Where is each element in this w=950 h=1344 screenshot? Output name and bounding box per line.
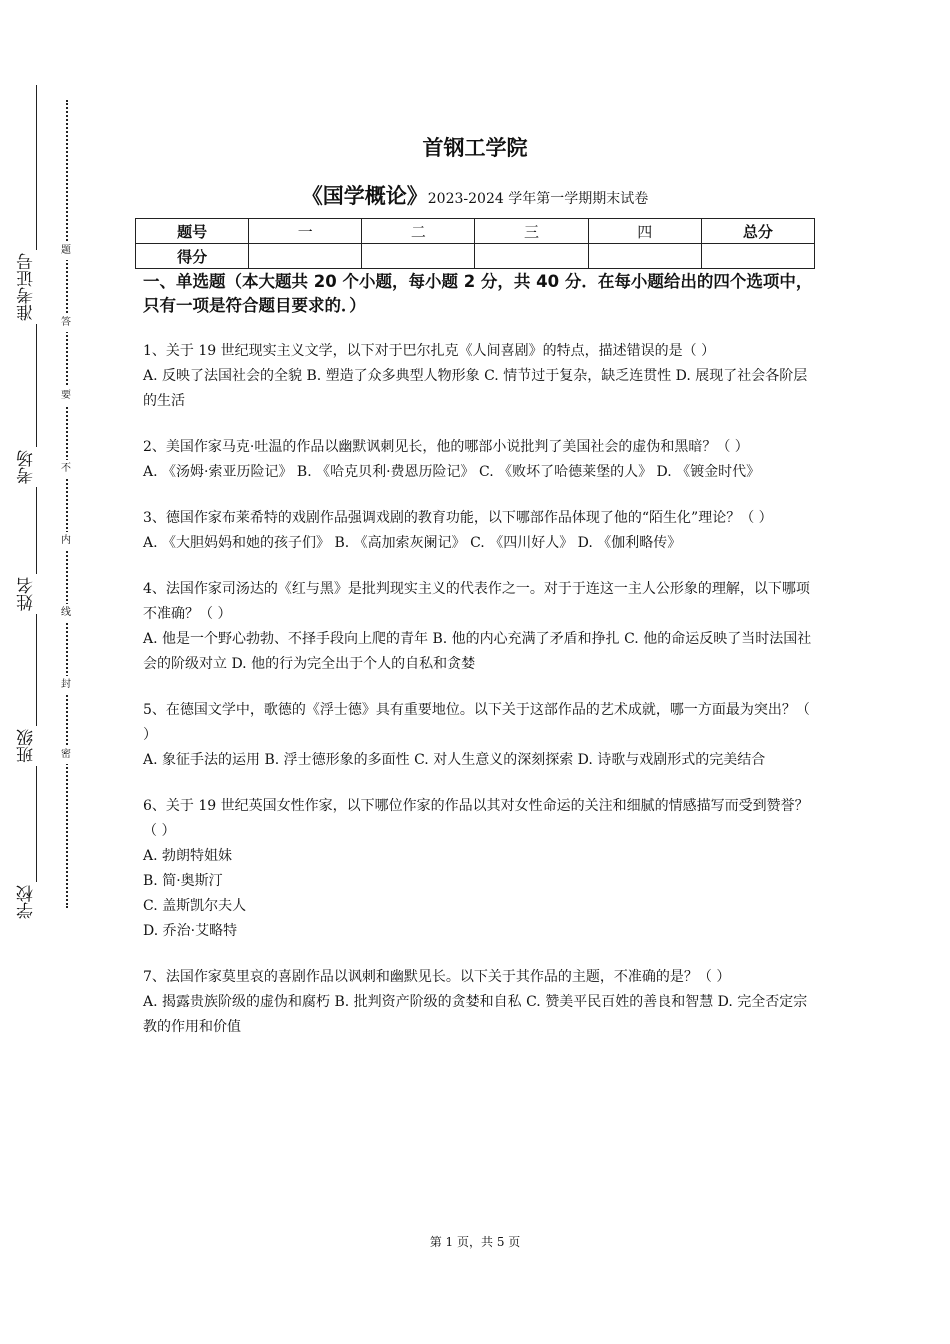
seal-char: 题 xyxy=(58,242,74,260)
question-options: A. 反映了法国社会的全貌 B. 塑造了众多典型人物形象 C. 情节过于复杂，缺乏连贯性 D. 展现了社会各阶层的生活 xyxy=(143,368,808,409)
question-stem: 5、在德国文学中，歌德的《浮士德》具有重要地位。以下关于这部作品的艺术成就，哪一方面最为突出？（ ） xyxy=(143,702,810,743)
seal-char: 封 xyxy=(58,676,74,694)
page-footer: 第 1 页，共 5 页 xyxy=(429,1235,521,1249)
question-option: C. 盖斯凯尔夫人 xyxy=(143,898,247,914)
question-options: A. 《汤姆·索亚历险记》 B. 《哈克贝利·费恩历险记》 C. 《败坏了哈德莱堡的人》 D. 《镀金时代》 xyxy=(143,464,761,480)
question-options: A. 他是一个野心勃勃、不择手段向上爬的青年 B. 他的内心充满了矛盾和挣扎 C. 他的命运反映了当时法国社会的阶级对立 D. 他的行为完全出于个人的自私和贪婪 xyxy=(143,631,812,672)
section-heading: 一、单选题（本大题共 20 个小题，每小题 2 分，共 40 分．在每小题给出的四个选项中，只有一项是符合题目要求的．） xyxy=(143,272,813,315)
question-5 xyxy=(143,698,815,773)
seal-char: 内 xyxy=(58,532,74,550)
seal-char: 答 xyxy=(58,314,74,332)
question-option: D. 乔治·艾略特 xyxy=(143,923,238,939)
question-4 xyxy=(143,577,815,677)
question-7 xyxy=(143,965,815,1040)
score-header-cell: 四 xyxy=(588,219,701,244)
score-table-score-row xyxy=(136,244,815,269)
question-stem: 4、法国作家司汤达的《红与黑》是批判现实主义的代表作之一。对于于连这一主人公形象的理解，以下哪项不准确？（ ） xyxy=(143,581,810,622)
institution-title: 首钢工学院 xyxy=(422,136,528,160)
question-option: B. 简·奥斯汀 xyxy=(143,873,223,889)
score-header-cell: 三 xyxy=(475,219,588,244)
question-stem: 2、美国作家马克·吐温的作品以幽默讽刺见长，他的哪部小说批判了美国社会的虚伪和黑暗？（ ） xyxy=(143,439,749,455)
score-header-cell: 总分 xyxy=(701,219,814,244)
question-stem: 6、关于 19 世纪英国女性作家，以下哪位作家的作品以其对女性命运的关注和细腻的情感描写而受到赞誉？（ ） xyxy=(143,798,809,839)
score-header-cell: 一 xyxy=(249,219,362,244)
question-2 xyxy=(143,435,815,485)
question-1 xyxy=(143,339,815,414)
label-exam-number: 准考证号 xyxy=(18,250,54,324)
seal-char: 要 xyxy=(58,387,74,405)
label-name: 姓名 xyxy=(18,574,54,614)
question-stem: 1、关于 19 世纪现实主义文学，以下对于巴尔扎克《人间喜剧》的特点，描述错误的是（ ） xyxy=(143,343,716,359)
seal-char: 线 xyxy=(58,604,74,622)
question-options: A. 象征手法的运用 B. 浮士德形象的多面性 C. 对人生意义的深刻探索 D. 诗歌与戏剧形式的完美结合 xyxy=(143,752,766,768)
label-exam-room: 考场 xyxy=(18,447,54,487)
score-cell[interactable] xyxy=(701,244,814,269)
question-options: A. 《大胆妈妈和她的孩子们》 B. 《高加索灰阑记》 C. 《四川好人》 D. 《伽利略传》 xyxy=(143,535,682,551)
question-3 xyxy=(143,506,815,556)
course-name: 《国学概论》 xyxy=(301,184,428,208)
score-header-cell: 二 xyxy=(362,219,475,244)
question-6 xyxy=(143,794,815,944)
score-cell[interactable] xyxy=(362,244,475,269)
score-cell[interactable] xyxy=(475,244,588,269)
score-row-label: 得分 xyxy=(136,244,249,269)
exam-content xyxy=(143,270,815,1040)
question-stem: 3、德国作家布莱希特的戏剧作品强调戏剧的教育功能，以下哪部作品体现了他的“陌生化”理论？（ ） xyxy=(143,510,773,526)
score-cell[interactable] xyxy=(588,244,701,269)
seal-char: 不 xyxy=(58,460,74,478)
score-header-cell: 题号 xyxy=(136,219,249,244)
exam-term: 2023-2024 学年第一学期期末试卷 xyxy=(427,191,649,207)
question-option: A. 勃朗特姐妹 xyxy=(143,848,233,864)
score-table xyxy=(135,218,815,269)
seal-char: 密 xyxy=(58,746,74,764)
score-table-header-row xyxy=(136,219,815,244)
binding-dotted-line xyxy=(66,100,68,908)
label-school: 学校 xyxy=(18,882,54,922)
question-stem: 7、法国作家莫里哀的喜剧作品以讽刺和幽默见长。以下关于其作品的主题，不准确的是？（ ） xyxy=(143,969,731,985)
question-options: A. 揭露贵族阶级的虚伪和腐朽 B. 批判资产阶级的贪婪和自私 C. 赞美平民百姓的善良和智慧 D. 完全否定宗教的作用和价值 xyxy=(143,994,808,1035)
exam-subtitle xyxy=(0,180,950,210)
score-cell[interactable] xyxy=(249,244,362,269)
label-class: 班级 xyxy=(18,726,54,766)
